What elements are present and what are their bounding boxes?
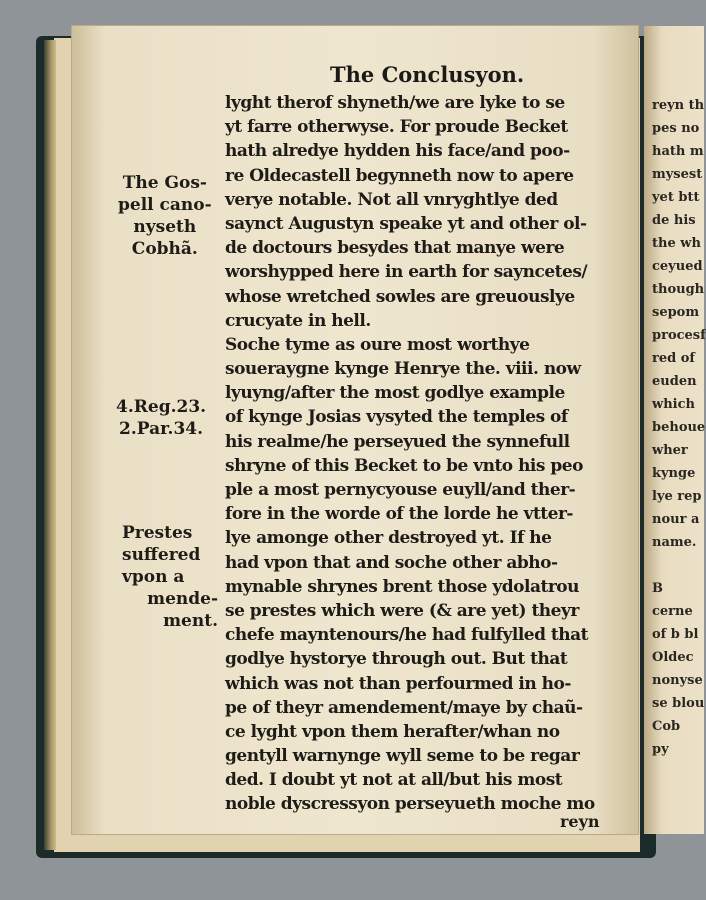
text-line: chefe mayntenours/he had fulfylled that bbox=[225, 625, 588, 646]
margin-note-line: Cobhã. bbox=[131, 239, 198, 259]
margin-note-line: nyseth bbox=[133, 217, 197, 237]
facing-text-line: py bbox=[652, 742, 669, 757]
text-line: had vpon that and soche other abho- bbox=[225, 552, 558, 573]
text-line: shryne of this Becket to be vnto his peo bbox=[225, 455, 583, 476]
text-line: gentyll warnynge wyll seme to be regar bbox=[225, 746, 580, 767]
facing-text-line: of b bl bbox=[652, 627, 699, 642]
text-line: se prestes which were (& are yet) theyr bbox=[225, 600, 579, 621]
margin-note-line: suffered bbox=[122, 545, 201, 565]
facing-text-line: B bbox=[652, 581, 663, 596]
text-line: saynct Augustyn speake yt and other ol- bbox=[225, 213, 587, 234]
text-line: noble dyscressyon perseyueth moche mo bbox=[225, 794, 595, 815]
facing-text-line: name. bbox=[652, 535, 697, 550]
facing-text-line: sepom bbox=[652, 305, 700, 320]
facing-text-line: Cob bbox=[652, 719, 681, 734]
text-line: ple a most pernycyouse euyll/and ther- bbox=[225, 480, 576, 500]
text-line: soueraygne kynge Henrye the. viii. now bbox=[225, 359, 581, 380]
text-line: lye amonge other destroyed yt. If he bbox=[225, 528, 552, 549]
margin-note-line: 2.Par.34. bbox=[119, 419, 204, 439]
facing-text-line: cerne bbox=[652, 604, 693, 619]
text-line: his realme/he perseyued the synnefull bbox=[225, 431, 570, 452]
text-line: of kynge Josias vysyted the temples of bbox=[225, 407, 568, 428]
margin-note-prestes bbox=[122, 522, 218, 632]
text-line: Soche tyme as oure most worthye bbox=[225, 334, 530, 355]
facing-text-line: pes no bbox=[652, 121, 700, 136]
text-line: which was not than perfourmed in ho- bbox=[225, 673, 571, 694]
text-line: crucyate in hell. bbox=[225, 310, 371, 331]
facing-text-line: ceyued bbox=[652, 259, 703, 274]
text-line: ded. I doubt yt not at all/but his most bbox=[225, 770, 563, 791]
facing-text-line: reyn th bbox=[652, 98, 705, 113]
text-line: de doctours besydes that manye were bbox=[225, 238, 565, 259]
facing-text-line: kynge bbox=[652, 466, 696, 481]
facing-text-line: de his bbox=[652, 213, 696, 228]
margin-note-line: ment. bbox=[163, 611, 218, 631]
margin-note-gospel bbox=[118, 172, 212, 260]
main-text-block bbox=[225, 91, 615, 817]
text-line: whose wretched sowles are greuouslye bbox=[225, 286, 575, 307]
margin-note-line: The Gos- bbox=[122, 173, 207, 193]
text-line: pe of theyr amendement/maye by chaũ- bbox=[225, 697, 583, 718]
facing-text-line: nonyse bbox=[652, 673, 703, 688]
text-line: hath alredye hydden his face/and poo- bbox=[225, 141, 570, 162]
margin-note-line: vpon a bbox=[122, 567, 185, 587]
facing-text-line: behoue bbox=[652, 420, 706, 435]
margin-note-references bbox=[116, 396, 206, 440]
text-line: mynable shrynes brent those ydolatrou bbox=[225, 576, 579, 597]
facing-text-line: euden bbox=[652, 374, 697, 389]
page-edges bbox=[44, 40, 56, 850]
text-line: godlye hystorye through out. But that bbox=[225, 649, 568, 670]
facing-text-line: though bbox=[652, 282, 705, 297]
text-line: fore in the worde of the lorde he vtter- bbox=[225, 504, 573, 525]
margin-note-line: Prestes bbox=[122, 523, 193, 543]
margin-note-line: mende- bbox=[147, 589, 218, 609]
facing-text-line: se blou bbox=[652, 696, 705, 711]
facing-text-line bbox=[652, 554, 688, 577]
facing-text-line: Oldec bbox=[652, 650, 694, 665]
facing-text-line: red of bbox=[652, 351, 695, 366]
catchword: reyn bbox=[560, 812, 600, 831]
margin-note-line: pell cano- bbox=[118, 195, 212, 215]
facing-text-line: lye rep bbox=[652, 489, 702, 504]
facing-text-line: yet btt bbox=[652, 190, 700, 205]
facing-text-line: the wh bbox=[652, 236, 701, 251]
facing-text-line: wher bbox=[652, 443, 688, 458]
margin-note-line: 4.Reg.23. bbox=[116, 397, 207, 417]
text-line: worshypped here in earth for sayncetes/ bbox=[225, 262, 588, 283]
text-line: yt farre otherwyse. For proude Becket bbox=[225, 117, 568, 138]
facing-text-line: hath m bbox=[652, 144, 704, 159]
facing-text-line: mysest bbox=[652, 167, 703, 182]
text-line: lyght therof shyneth/we are lyke to se bbox=[225, 93, 565, 113]
text-line: lyuyng/after the most godlye example bbox=[225, 383, 565, 404]
text-line: re Oldecastell begynneth now to apere bbox=[225, 165, 574, 186]
text-line: ce lyght vpon them herafter/whan no bbox=[225, 721, 560, 742]
text-line: verye notable. Not all vnryghtlye ded bbox=[225, 189, 558, 210]
running-header: The Conclusyon. bbox=[330, 62, 525, 87]
facing-text-line: procesf bbox=[652, 328, 706, 343]
facing-page-text bbox=[652, 94, 706, 761]
facing-text-line: nour a bbox=[652, 512, 700, 527]
facing-text-line: which bbox=[652, 397, 695, 412]
